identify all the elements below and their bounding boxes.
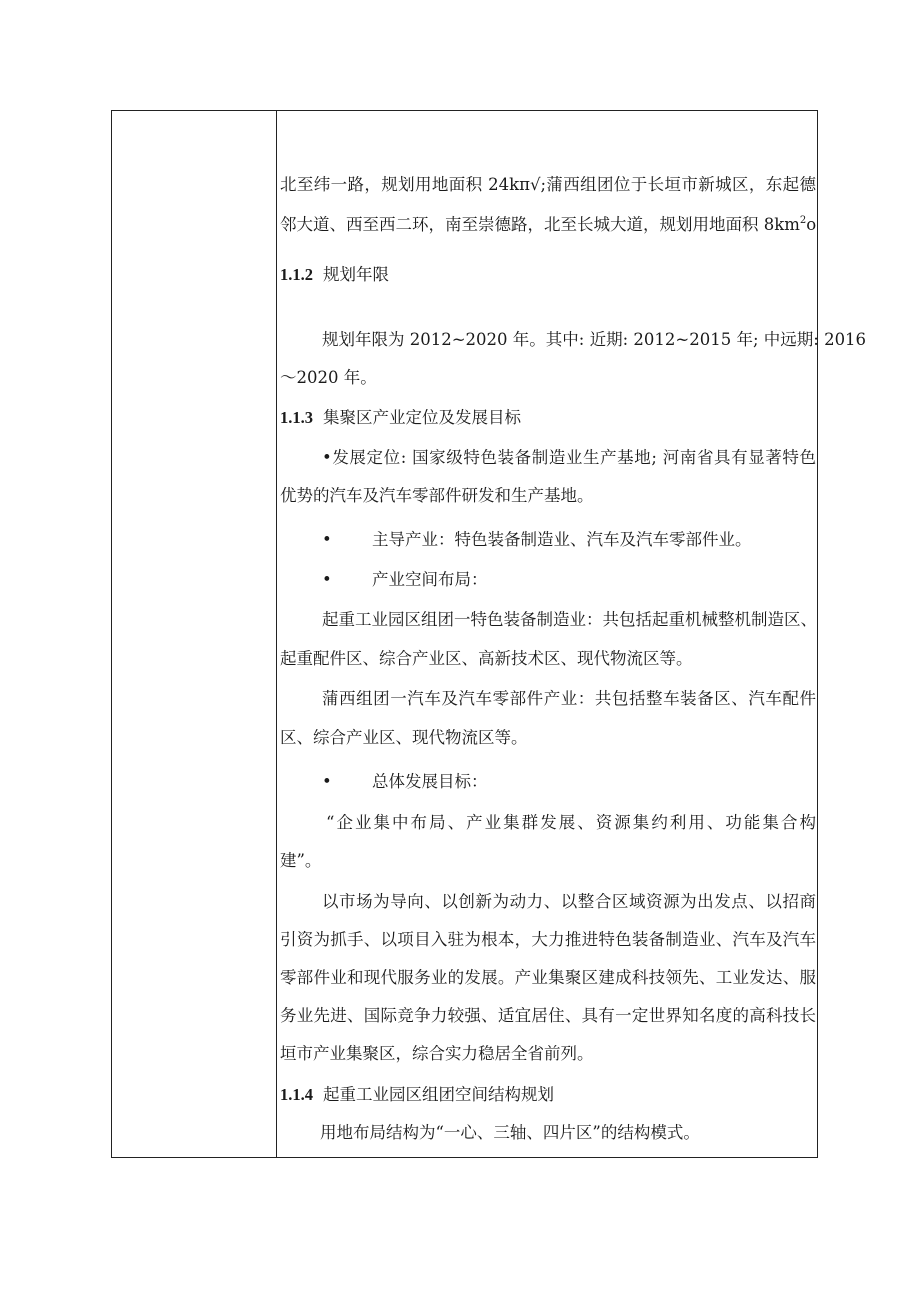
document-table (111, 110, 867, 1158)
paragraph-line: 垣市产业集聚区，综合实力稳居全省前列。 (280, 1044, 594, 1063)
paragraph-line: 务业先进、国际竞争力较强、适宜居住、具有一定世界知名度的高科技长 (280, 1006, 816, 1025)
paragraph-line: 零部件业和现代服务业的发展。产业集聚区建成科技领先、工业发达、服 (280, 968, 816, 987)
paragraph-line: ～2020 年。 (280, 368, 377, 387)
table-right-cell (276, 111, 867, 1157)
paragraph-line: •发展定位: 国家级特色装备制造业生产基地; 河南省具有显著特色 (322, 448, 816, 467)
paragraph-line: 区、综合产业区、现代物流区等。 (280, 728, 528, 747)
paragraph-line: 蒲西组团一汽车及汽车零部件产业：共包括整车装备区、汽车配件 (322, 689, 816, 708)
bullet-item: • 总体发展目标： (322, 772, 488, 791)
paragraph-line: 建”。 (280, 851, 322, 870)
bullet-item: • 主导产业：特色装备制造业、汽车及汽车零部件业。 (322, 530, 752, 549)
paragraph-line: 用地布局结构为“一心、三轴、四片区”的结构模式。 (320, 1123, 700, 1142)
paragraph-line: 规划年限为 2012~2020 年。其中: 近期: 2012~2015 年; 中远期: 2016 (322, 330, 867, 349)
paragraph-line: “企业集中布局、产业集群发展、资源集约利用、功能集合构 (326, 813, 816, 832)
section-heading-1-1-3: 1.1.3 集聚区产业定位及发展目标 (280, 408, 521, 427)
table-left-cell (112, 111, 277, 1157)
paragraph-line: 北至纬一路，规划用地面积 24kπ√;蒲西组团位于长垣市新城区，东起德 (280, 175, 816, 194)
paragraph-line: 邻大道、西至西二环，南至崇德路，北至长城大道，规划用地面积 $8km^2o$ (280, 215, 817, 234)
section-heading-1-1-2: 1.1.2 规划年限 (280, 265, 389, 284)
bullet-item: • 产业空间布局： (322, 570, 488, 589)
section-heading-1-1-4: 1.1.4 起重工业园区组团空间结构规划 (280, 1085, 554, 1104)
paragraph-line: 优势的汽车及汽车零部件研发和生产基地。 (280, 486, 594, 505)
paragraph-line: 起重配件区、综合产业区、高新技术区、现代物流区等。 (280, 649, 693, 668)
paragraph-line: 引资为抓手、以项目入驻为根本，大力推进特色装备制造业、汽车及汽车 (280, 930, 816, 949)
paragraph-line: 以市场为导向、以创新为动力、以整合区域资源为出发点、以招商 (322, 892, 816, 911)
paragraph-line: 起重工业园区组团一特色装备制造业：共包括起重机械整机制造区、 (322, 610, 817, 629)
